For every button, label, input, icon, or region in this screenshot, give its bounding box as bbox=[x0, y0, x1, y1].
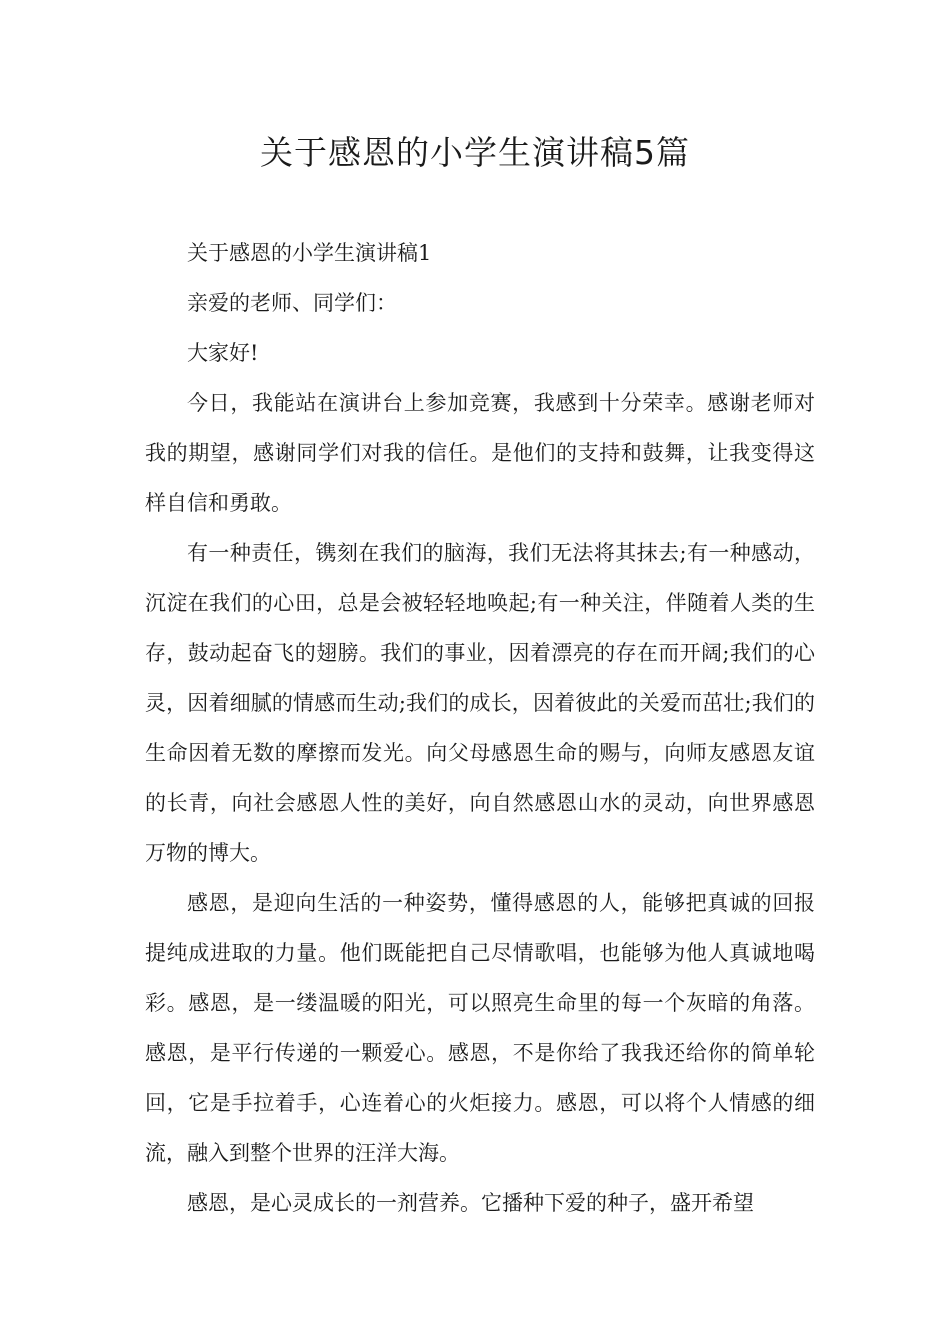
body-paragraph: 感恩，是心灵成长的一剂营养。它播种下爱的种子，盛开希望 bbox=[187, 1191, 754, 1215]
document-title: 关于感恩的小学生演讲稿5篇 bbox=[260, 133, 690, 172]
greeting: 大家好! bbox=[187, 341, 259, 365]
body-paragraph: 今日，我能站在演讲台上参加竞赛，我感到十分荣幸。感谢老师对我的期望，感谢同学们对我的信任。是他们的支持和鼓舞，让我变得这样自信和勇敢。 bbox=[145, 391, 815, 515]
document-body bbox=[145, 228, 815, 1228]
body-paragraph: 有一种责任，镌刻在我们的脑海，我们无法将其抹去;有一种感动，沉淀在我们的心田，总是会被轻轻地唤起;有一种关注，伴随着人类的生存，鼓动起奋飞的翅膀。我们的事业，因着漂亮的存在而开阔;我们的心灵，因着细腻的情感而生动;我们的成长，因着彼此的关爱而茁壮;我们的生命因着无数的摩擦而发光。向父母感恩生命的赐与，向师友感恩友谊的长青，向社会感恩人性的美好，向自然感恩山水的灵动，向世界感恩万物的博大。 bbox=[145, 541, 815, 865]
body-paragraph: 感恩，是迎向生活的一种姿势，懂得感恩的人，能够把真诚的回报提纯成进取的力量。他们既能把自己尽情歌唱，也能够为他人真诚地喝彩。感恩，是一缕温暖的阳光，可以照亮生命里的每一个灰暗的角落。感恩，是平行传递的一颗爱心。感恩，不是你给了我我还给你的简单轮回，它是手拉着手，心连着心的火炬接力。感恩，可以将个人情感的细流，融入到整个世界的汪洋大海。 bbox=[145, 891, 815, 1165]
speech-heading: 关于感恩的小学生演讲稿1 bbox=[187, 241, 432, 265]
salutation: 亲爱的老师、同学们： bbox=[187, 291, 397, 315]
